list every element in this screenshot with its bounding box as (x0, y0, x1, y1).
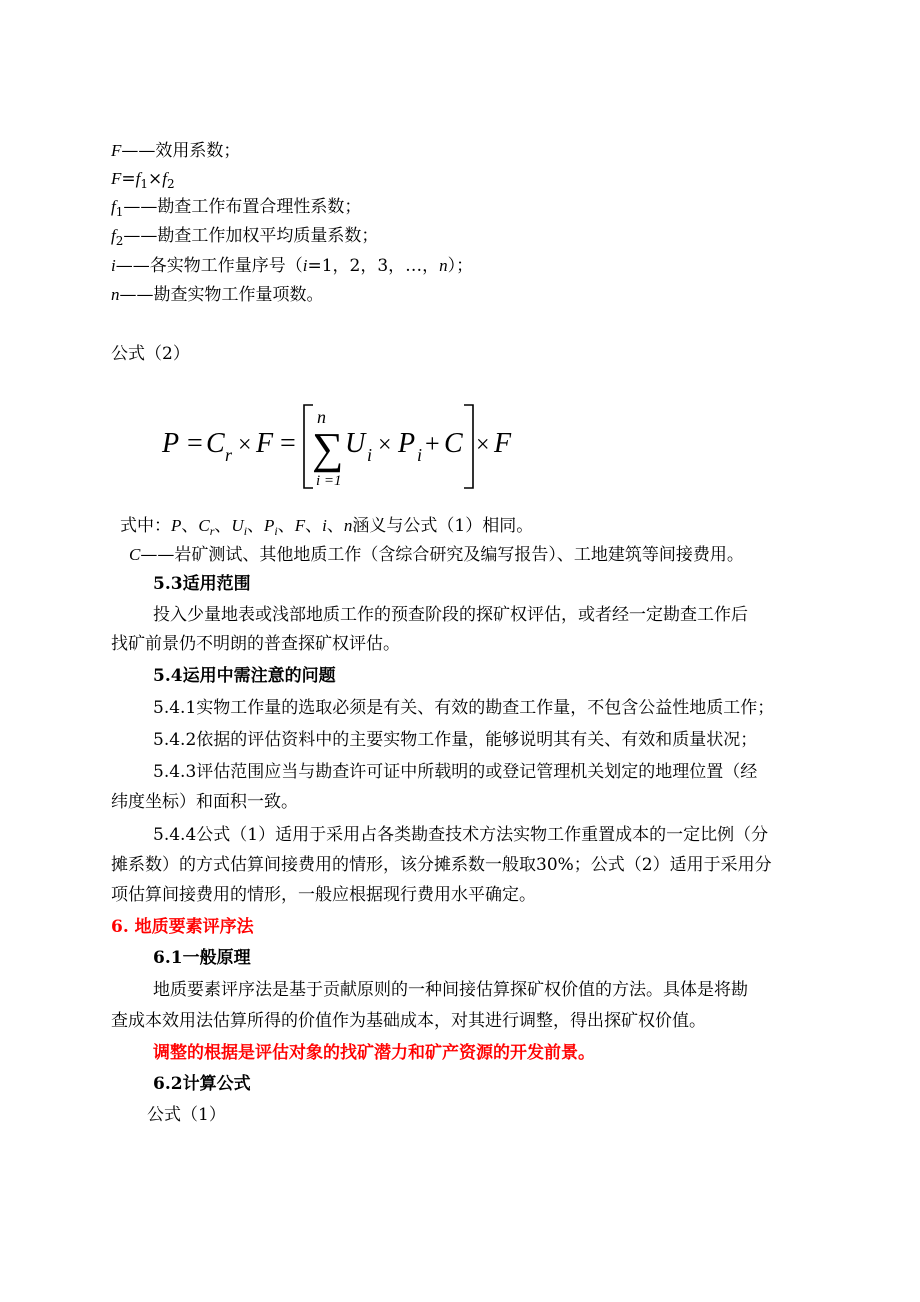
where-n: n (343, 516, 353, 535)
formula2-P: P (162, 428, 180, 459)
section-6-2-heading: 6.2计算公式 (153, 1074, 251, 1094)
formula2-times-3: × (476, 432, 490, 458)
section-5-4-1: 5.4.1实物工作量的选取必须是有关、有效的勘查工作量，不包含公益性地质工作； (153, 698, 775, 718)
definition-C-text: ——岩矿测试、其他地质工作（含综合研究及编写报告）、工地建筑等间接费用。 (140, 545, 744, 565)
symbol-C: C (129, 545, 141, 564)
section-5-4-3-line-1: 5.4.3评估范围应当与勘查许可证中所载明的或登记管理机关划定的地理位置（经 (153, 762, 758, 782)
symbol-f1-sub: 1 (115, 205, 124, 219)
definition-f2-text: ——勘查工作加权平均质量系数； (123, 226, 379, 246)
section-5-3-heading: 5.3适用范围 (153, 574, 251, 594)
where-P: P (171, 516, 182, 535)
formula2-label: 公式（2） (111, 344, 190, 364)
formula2-sigma: ∑ (312, 424, 344, 473)
formula2-plus: + (425, 429, 440, 458)
formula-f2-sub: 2 (167, 177, 175, 191)
formula2-Pi-sub: i (417, 445, 423, 465)
section-6-heading: 6. 地质要素评序法 (111, 917, 254, 937)
formula2-F: F (256, 428, 274, 459)
where-sep: 、 (326, 516, 344, 536)
definition-i-text-c: ）； (447, 256, 474, 276)
where-sep: 、 (277, 516, 295, 536)
where-Cr: C (198, 516, 210, 535)
symbol-F: F (111, 141, 122, 160)
where-Ui-sub: i (243, 524, 248, 538)
definition-i-var: i (302, 256, 308, 275)
formula2-C-sub: r (225, 445, 233, 465)
definition-n-text: ——勘查实物工作量项数。 (119, 285, 324, 305)
section-5-4-heading: 5.4运用中需注意的问题 (153, 666, 336, 686)
symbol-i: i (111, 256, 116, 275)
where-tail: 涵义与公式（1）相同。 (352, 516, 534, 536)
definition-f1-text: ——勘查工作布置合理性系数； (123, 197, 362, 217)
section-5-3-line-1: 投入少量地表或浅部地质工作的预查阶段的探矿权评估，或者经一定勘查工作后 (153, 605, 748, 625)
section-6-1-line-1: 地质要素评序法是基于贡献原则的一种间接估算探矿权价值的方法。具体是将勘 (153, 980, 748, 1000)
section-5-4-2: 5.4.2依据的评估资料中的主要实物工作量，能够说明其有关、有效和质量状况； (153, 730, 758, 750)
definition-F-text: ——效用系数； (121, 141, 241, 161)
formula-f1-sub: 1 (140, 177, 149, 191)
where-prefix: 式中： (120, 516, 171, 536)
formula2-sum-bottom: i =1 (316, 473, 342, 489)
symbol-f2-sub: 2 (115, 234, 124, 248)
formula2-equals-1: = (187, 428, 203, 459)
formula2-times-2: × (378, 432, 392, 458)
formula1-label: 公式（1） (147, 1105, 226, 1125)
symbol-f2: f (111, 226, 116, 245)
where-Pi-sub: i (274, 524, 278, 538)
where-F: F (294, 516, 306, 535)
section-6-1-heading: 6.1一般原理 (153, 948, 251, 968)
formula-F-equals: = (121, 169, 136, 189)
formula2-U-sub: i (367, 445, 373, 465)
where-sep: 、 (214, 516, 232, 536)
where-Ui: U (231, 516, 244, 535)
definition-i-text-b: =1，2，3，…， (307, 256, 440, 276)
where-Pi: P (264, 516, 275, 535)
definition-i-text-a: ——各实物工作量序号（ (115, 256, 303, 276)
formula-f1: f (135, 169, 141, 188)
formula2-sum-top: n (317, 407, 326, 427)
formula2-times-1: × (238, 432, 252, 458)
section-5-4-4-line-3: 项估算间接费用的情形，一般应根据现行费用水平确定。 (111, 885, 536, 905)
formula-times: × (148, 169, 163, 189)
where-Cr-sub: r (209, 524, 215, 538)
where-sep: 、 (305, 516, 323, 536)
where-i: i (322, 516, 327, 535)
where-sep: 、 (181, 516, 199, 536)
symbol-f1: f (111, 197, 116, 216)
definition-i-n: n (439, 256, 448, 275)
formula2-equals-2: = (280, 428, 296, 459)
formula-f2: f (162, 169, 167, 188)
formula2-C2: C (444, 428, 463, 459)
formula2-Pi: P (398, 428, 416, 459)
section-5-4-4-line-1: 5.4.4公式（1）适用于采用占各类勘查技术方法实物工作重置成本的一定比例（分 (153, 825, 769, 845)
definition-C (129, 544, 744, 566)
formula2-where (120, 515, 533, 542)
section-5-4-3-line-2: 纬度坐标）和面积一致。 (111, 792, 298, 812)
formula2-right-bracket (464, 405, 473, 488)
formula2-F2: F (494, 428, 512, 459)
section-6-1-emphasis: 调整的根据是评估对象的找矿潜力和矿产资源的开发前景。 (153, 1043, 595, 1063)
section-5-3-line-2: 找矿前景仍不明朗的普查探矿权评估。 (111, 634, 400, 654)
symbol-n: n (111, 285, 120, 304)
formula2-C: C (206, 428, 225, 459)
section-6-1-line-2: 查成本效用法估算所得的价值作为基础成本，对其进行调整，得出探矿权价值。 (111, 1011, 706, 1031)
formula-F-lhs: F (111, 169, 122, 188)
section-5-4-4-line-2: 摊系数）的方式估算间接费用的情形，该分摊系数一般取30%；公式（2）适用于采用分 (111, 855, 772, 875)
formula2-U: U (345, 428, 366, 459)
where-sep: 、 (247, 516, 265, 536)
